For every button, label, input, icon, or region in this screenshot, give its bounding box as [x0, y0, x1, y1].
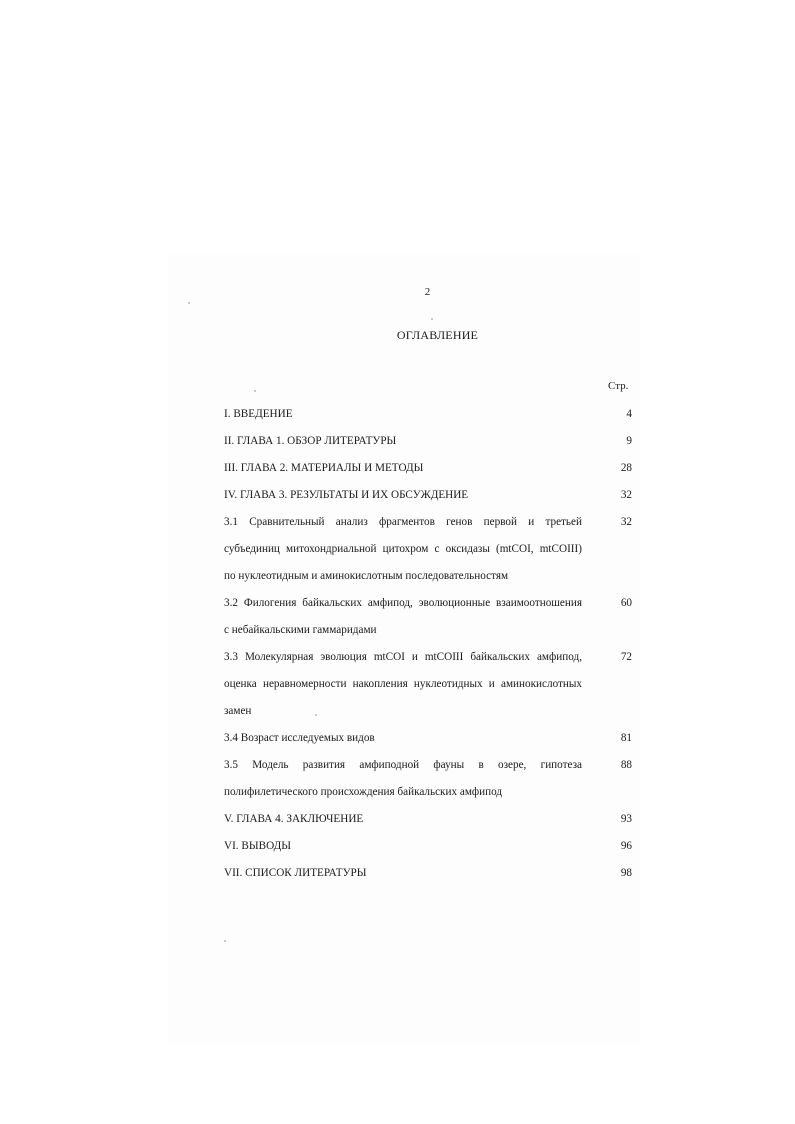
toc-entry-section-3-5 — [224, 755, 632, 809]
toc-entry-page: 72 — [620, 651, 632, 663]
toc-entry-chapter-4 — [224, 809, 632, 836]
toc-entry-text: II. ГЛАВА 1. ОБЗОР ЛИТЕРАТУРЫ — [224, 435, 397, 447]
toc-entry-section-3-2 — [224, 593, 632, 647]
scan-speck — [224, 940, 226, 942]
toc-entry-text: замен — [224, 705, 252, 717]
toc-entry-section-3-4 — [224, 728, 632, 755]
toc-entry-page: 93 — [620, 813, 632, 825]
toc-entry-text: 3.3 Молекулярная эволюция mtCOI и mtCOIII байкальских амфипод, — [224, 651, 582, 663]
table-of-contents — [224, 404, 632, 890]
toc-entry-page: 96 — [620, 840, 632, 852]
toc-entry-text: 3.2 Филогения байкальских амфипод, эволюционные взаимоотношения — [224, 597, 582, 609]
toc-entry-text: 3.1 Сравнительный анализ фрагментов генов первой и третьей — [224, 516, 582, 528]
page-title: ОГЛАВЛЕНИЕ — [396, 328, 479, 342]
toc-entry-page: 60 — [620, 597, 632, 609]
scan-speck — [431, 318, 433, 320]
toc-entry-page: 88 — [620, 759, 632, 771]
toc-entry-text: оценка неравномерности накопления нуклеотидных и аминокислотных — [224, 678, 582, 690]
toc-entry-page: 98 — [620, 867, 632, 879]
scan-speck — [188, 302, 190, 304]
toc-entry-page: 32 — [620, 489, 632, 501]
toc-entry-text: 3.4 Возраст исследуемых видов — [224, 732, 375, 744]
toc-entry-text: полифилетического происхождения байкальских амфипод — [224, 786, 503, 798]
toc-entry-section-3-3 — [224, 647, 632, 728]
toc-entry-introduction — [224, 404, 632, 431]
page-number: 2 — [424, 286, 431, 298]
toc-entry-text: субъединиц митохондриальной цитохром c оксидазы (mtCOI, mtCOIII) — [224, 543, 582, 555]
toc-entry-text: III. ГЛАВА 2. МАТЕРИАЛЫ И МЕТОДЫ — [224, 462, 424, 474]
toc-entry-chapter-2 — [224, 458, 632, 485]
toc-entry-text: VI. ВЫВОДЫ — [224, 840, 291, 852]
toc-entry-section-3-1 — [224, 512, 632, 593]
toc-entry-text: VII. СПИСОК ЛИТЕРАТУРЫ — [224, 867, 367, 879]
toc-entry-text: IV. ГЛАВА 3. РЕЗУЛЬТАТЫ И ИХ ОБСУЖДЕНИЕ — [224, 489, 469, 501]
toc-entry-page: 28 — [620, 462, 632, 474]
toc-entry-chapter-3 — [224, 485, 632, 512]
scan-speck — [254, 390, 256, 392]
toc-entry-conclusions — [224, 836, 632, 863]
toc-entry-page: 32 — [620, 516, 632, 528]
toc-entry-page: 9 — [626, 435, 632, 447]
scan-speck — [315, 714, 317, 716]
toc-entry-text: по нуклеотидным и аминокислотным последовательностям — [224, 570, 509, 582]
toc-entry-chapter-1 — [224, 431, 632, 458]
toc-entry-page: 4 — [626, 408, 632, 420]
toc-entry-references — [224, 863, 632, 890]
toc-entry-text: I. ВВЕДЕНИЕ — [224, 408, 293, 420]
page-column-header: Стр. — [608, 380, 629, 392]
toc-entry-text: 3.5 Модель развития амфиподной фауны в озере, гипотеза — [224, 759, 582, 771]
toc-entry-page: 81 — [620, 732, 632, 744]
toc-entry-text: с небайкальскими гаммаридами — [224, 624, 377, 636]
toc-entry-text: V. ГЛАВА 4. ЗАКЛЮЧЕНИЕ — [224, 813, 364, 825]
